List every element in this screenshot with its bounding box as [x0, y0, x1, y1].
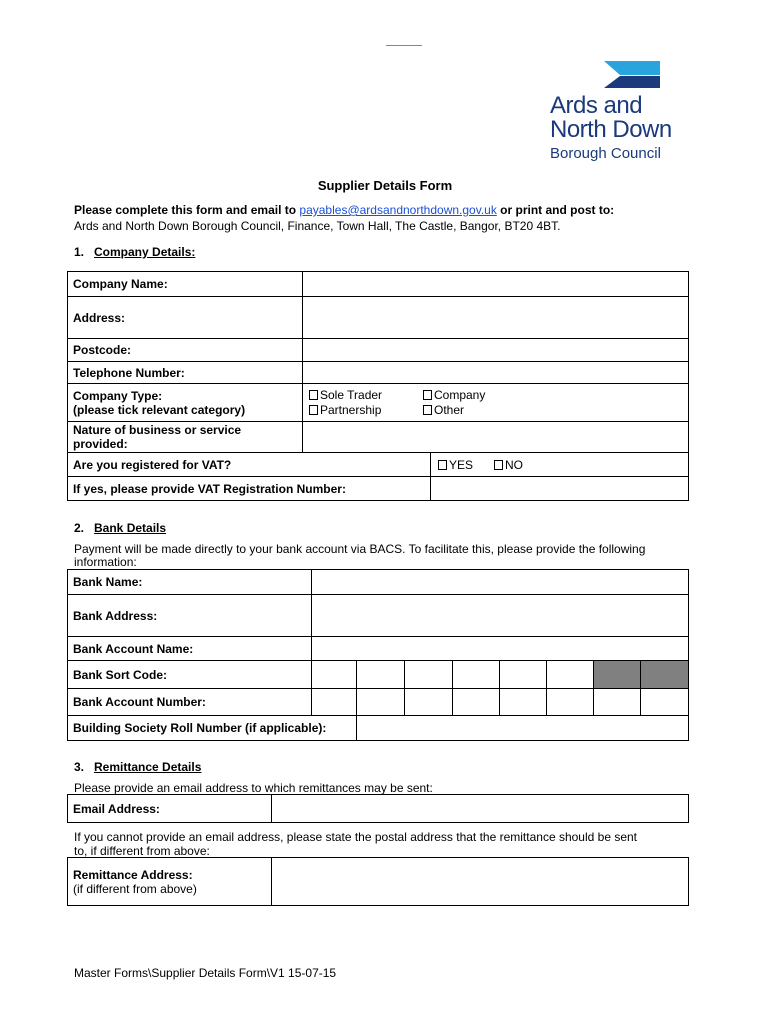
- option-partnership-label: Partnership: [320, 403, 382, 417]
- sort-code-digit[interactable]: [453, 661, 500, 689]
- logo-line-1: Ards and: [550, 92, 643, 119]
- postcode-field[interactable]: [303, 339, 689, 362]
- account-number-digit[interactable]: [500, 689, 547, 716]
- checkbox-icon[interactable]: [423, 405, 432, 415]
- logo-line-2: North Down: [550, 116, 672, 143]
- remittance-note-line-1: If you cannot provide an email address, please state the postal address that the remittance should be sent: [74, 830, 638, 844]
- checkbox-icon[interactable]: [494, 460, 503, 470]
- intro-prefix: Please complete this form and email to: [74, 203, 300, 217]
- bank-details-table: [67, 569, 689, 741]
- checkbox-icon[interactable]: [423, 390, 432, 400]
- bank-address-label: Bank Address:: [68, 595, 312, 637]
- remittance-note-line-2: to, if different from above:: [74, 844, 210, 858]
- bank-intro-line-2: information:: [74, 555, 137, 569]
- nature-line-1: Nature of business or service: [73, 423, 242, 437]
- option-no-label: NO: [505, 458, 523, 472]
- bank-intro-line-1: Payment will be made directly to your bank account via BACS. To facilitate this, please provide the following: [74, 542, 646, 556]
- sort-code-unused-cell: [594, 661, 641, 689]
- telephone-label: Telephone Number:: [68, 362, 303, 384]
- intro-suffix: or print and post to:: [496, 203, 615, 217]
- roll-number-label: Building Society Roll Number (if applicable):: [68, 716, 357, 741]
- option-sole-trader-label: Sole Trader: [320, 388, 383, 402]
- company-type-line-2: (please tick relevant category): [73, 402, 246, 417]
- remittance-address-table: [67, 857, 689, 906]
- account-number-label: Bank Account Number:: [68, 689, 312, 716]
- intro-line: [74, 203, 614, 217]
- nature-label: [68, 422, 303, 453]
- section-3-number: 3.: [74, 760, 85, 774]
- section-1-title: Company Details:: [94, 245, 196, 259]
- account-number-digit[interactable]: [312, 689, 357, 716]
- sort-code-label: Bank Sort Code:: [68, 661, 312, 689]
- company-type-label: [68, 384, 303, 422]
- sort-code-unused-cell: [641, 661, 689, 689]
- checkbox-icon[interactable]: [438, 460, 447, 470]
- nature-line-2: provided:: [73, 437, 128, 451]
- account-name-field[interactable]: [312, 637, 689, 661]
- vat-number-field[interactable]: [431, 477, 689, 501]
- option-yes-label: YES: [449, 458, 474, 472]
- sort-code-digit[interactable]: [312, 661, 357, 689]
- company-details-table: [67, 271, 689, 501]
- page-title: Supplier Details Form: [317, 178, 453, 193]
- remittance-intro: Please provide an email address to which remittances may be sent:: [74, 781, 433, 795]
- option-other[interactable]: [423, 403, 464, 417]
- section-3-heading: [74, 760, 201, 774]
- postal-address: Ards and North Down Borough Council, Finance, Town Hall, The Castle, Bangor, BT20 4BT.: [74, 219, 561, 233]
- account-name-label: Bank Account Name:: [68, 637, 312, 661]
- section-2-title: Bank Details: [94, 521, 167, 535]
- payables-email-link[interactable]: payables@ardsandnorthdown.gov.uk: [299, 203, 497, 217]
- footer-path: Master Forms\Supplier Details Form\V1 15-07-15: [74, 966, 337, 980]
- bank-intro: [74, 543, 645, 569]
- logo-line-3: Borough Council: [550, 145, 661, 162]
- section-1-heading: [74, 245, 195, 259]
- nature-field[interactable]: [303, 422, 689, 453]
- option-yes[interactable]: [438, 458, 473, 472]
- account-number-digit[interactable]: [641, 689, 689, 716]
- company-name-label: Company Name:: [68, 272, 303, 297]
- section-3-title: Remittance Details: [94, 760, 202, 774]
- email-field[interactable]: [272, 795, 689, 823]
- checkbox-icon[interactable]: [309, 405, 318, 415]
- sort-code-digit[interactable]: [405, 661, 453, 689]
- checkbox-icon[interactable]: [309, 390, 318, 400]
- option-company[interactable]: [423, 388, 485, 402]
- address-label: Address:: [68, 297, 303, 339]
- remittance-address-label: [68, 858, 272, 906]
- roll-number-field[interactable]: [357, 716, 689, 741]
- bank-address-field[interactable]: [312, 595, 689, 637]
- option-company-label: Company: [434, 388, 486, 402]
- logo-flag-icon: [602, 61, 714, 91]
- bank-name-label: Bank Name:: [68, 570, 312, 595]
- bank-name-field[interactable]: [312, 570, 689, 595]
- section-2-number: 2.: [74, 521, 85, 535]
- option-no[interactable]: [494, 458, 523, 472]
- option-other-label: Other: [434, 403, 465, 417]
- address-field[interactable]: [303, 297, 689, 339]
- account-number-digit[interactable]: [594, 689, 641, 716]
- remittance-address-field[interactable]: [272, 858, 689, 906]
- section-1-number: 1.: [74, 245, 85, 259]
- postcode-label: Postcode:: [68, 339, 303, 362]
- sort-code-digit[interactable]: [500, 661, 547, 689]
- sort-code-digit[interactable]: [547, 661, 594, 689]
- top-rule: [386, 45, 422, 46]
- remittance-email-table: [67, 794, 689, 823]
- sort-code-digit[interactable]: [357, 661, 405, 689]
- remittance-address-line-2: (if different from above): [73, 881, 197, 896]
- remittance-note: [74, 830, 637, 858]
- company-type-options: [303, 384, 689, 422]
- account-number-digit[interactable]: [405, 689, 453, 716]
- remittance-address-line-1: Remittance Address:: [73, 867, 193, 882]
- account-number-digit[interactable]: [547, 689, 594, 716]
- vat-question-label: Are you registered for VAT?: [68, 453, 431, 477]
- account-number-digit[interactable]: [453, 689, 500, 716]
- section-2-heading: [74, 521, 166, 535]
- option-partnership[interactable]: [309, 403, 381, 417]
- telephone-field[interactable]: [303, 362, 689, 384]
- company-name-field[interactable]: [303, 272, 689, 297]
- option-sole-trader[interactable]: [309, 388, 382, 402]
- company-type-line-1: Company Type:: [73, 388, 163, 403]
- account-number-digit[interactable]: [357, 689, 405, 716]
- vat-number-label: If yes, please provide VAT Registration Number:: [68, 477, 431, 501]
- email-label: Email Address:: [68, 795, 272, 823]
- vat-options: [431, 453, 689, 477]
